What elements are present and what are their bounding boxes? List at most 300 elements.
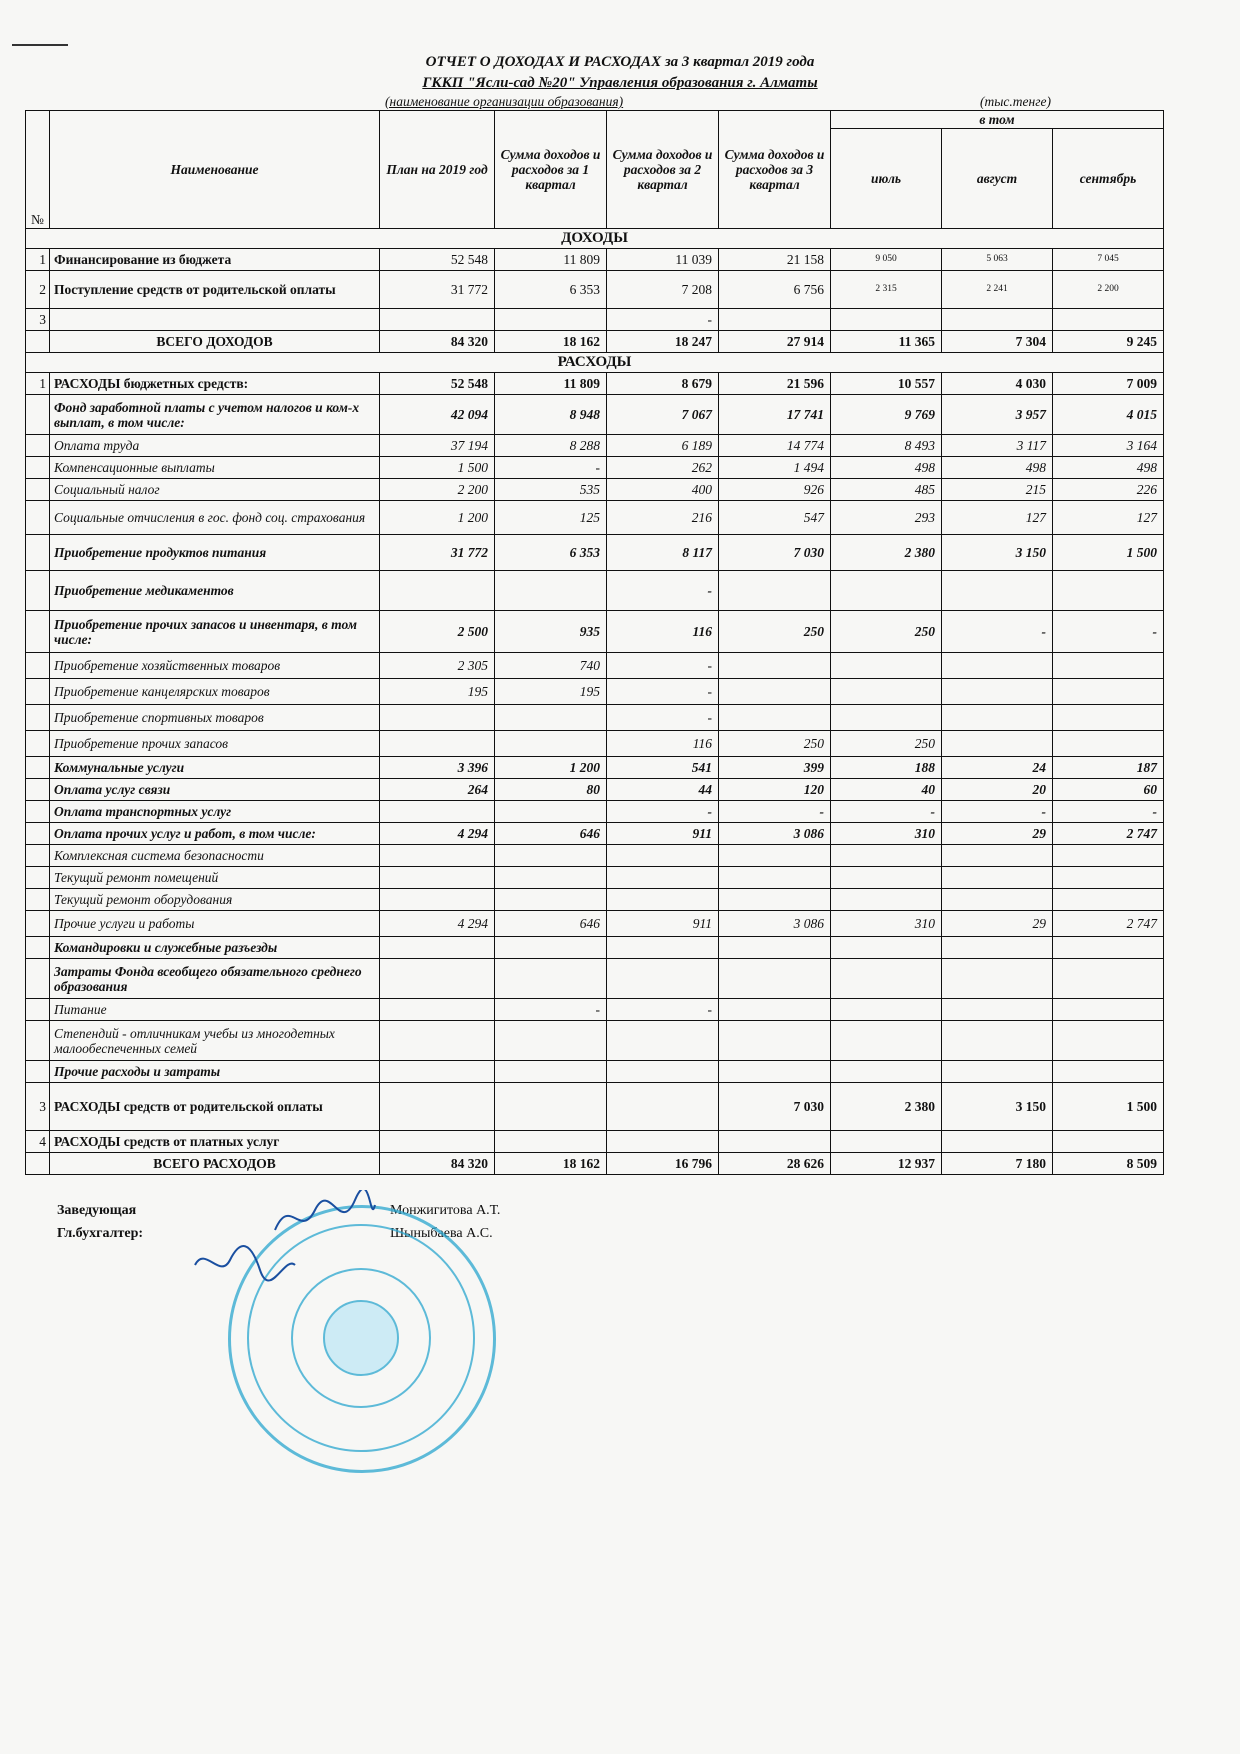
row-number: 1 [26, 249, 50, 271]
row-name: Степендий - отличникам учебы из многодетных малообеспеченных семей [50, 1021, 380, 1061]
cell-q2: 7 208 [607, 271, 719, 309]
cell-sep: 1 500 [1053, 1083, 1164, 1131]
col-q3: Сумма доходов и расходов за 3 квартал [719, 111, 831, 229]
cell-plan [380, 1061, 495, 1083]
cell-q1 [495, 845, 607, 867]
table-row [26, 911, 1164, 937]
row-name: Социальные отчисления в гос. фонд соц. страхования [50, 501, 380, 535]
col-no: № [26, 111, 50, 229]
row-name: Оплата прочих услуг и работ, в том числе: [50, 823, 380, 845]
accountant-name: Шыныбаева А.С. [390, 1226, 493, 1241]
table-row [26, 1021, 1164, 1061]
row-number: 3 [26, 1083, 50, 1131]
row-name: Компенсационные выплаты [50, 457, 380, 479]
cell-q3: 250 [719, 611, 831, 653]
cell-q1: 535 [495, 479, 607, 501]
row-name: Оплата транспортных услуг [50, 801, 380, 823]
cell-jul: 10 557 [831, 373, 942, 395]
cell-jul [831, 309, 942, 331]
cell-q3: 399 [719, 757, 831, 779]
cell-q2 [607, 1131, 719, 1153]
table-row [26, 1061, 1164, 1083]
cell-q3 [719, 653, 831, 679]
cell-q1: 125 [495, 501, 607, 535]
cell-aug [942, 889, 1053, 911]
cell-aug: 127 [942, 501, 1053, 535]
cell-aug [942, 679, 1053, 705]
cell-aug: 24 [942, 757, 1053, 779]
cell-q2: 400 [607, 479, 719, 501]
cell-q1: - [495, 457, 607, 479]
table-row [26, 889, 1164, 911]
row-name: Комплексная система безопасности [50, 845, 380, 867]
cell-sep [1053, 867, 1164, 889]
row-number: 3 [26, 309, 50, 331]
cell-aug: 3 957 [942, 395, 1053, 435]
cell-q3: 14 774 [719, 435, 831, 457]
cell-q1 [495, 1131, 607, 1153]
cell-q2: 8 679 [607, 373, 719, 395]
cell-aug: 4 030 [942, 373, 1053, 395]
section-income: ДОХОДЫ [26, 229, 1164, 249]
cell-q1: 1 200 [495, 757, 607, 779]
corner-mark [12, 44, 68, 46]
row-number [26, 395, 50, 435]
row-number [26, 757, 50, 779]
row-name: Оплата услуг связи [50, 779, 380, 801]
cell-q2: - [607, 801, 719, 823]
cell-q2: - [607, 653, 719, 679]
cell-jul: 485 [831, 479, 942, 501]
cell-plan: 37 194 [380, 435, 495, 457]
row-number [26, 911, 50, 937]
cell-aug: 29 [942, 911, 1053, 937]
cell-q1 [495, 889, 607, 911]
row-number [26, 999, 50, 1021]
cell-sep [1053, 679, 1164, 705]
cell-q2: 8 117 [607, 535, 719, 571]
cell-q1: 6 353 [495, 271, 607, 309]
row-name: РАСХОДЫ средств от платных услуг [50, 1131, 380, 1153]
table-row [26, 501, 1164, 535]
cell-aug [942, 309, 1053, 331]
cell-jul: 310 [831, 911, 942, 937]
table-row [26, 867, 1164, 889]
cell-jul: 188 [831, 757, 942, 779]
cell-plan [380, 937, 495, 959]
cell-sep: 7 045 [1053, 249, 1164, 271]
cell-aug [942, 1131, 1053, 1153]
cell-plan: 2 500 [380, 611, 495, 653]
cell-sep: 2 200 [1053, 271, 1164, 309]
cell-q2 [607, 1061, 719, 1083]
cell-jul: 9 769 [831, 395, 942, 435]
cell-q3 [719, 867, 831, 889]
cell-jul: 310 [831, 823, 942, 845]
cell-plan [380, 845, 495, 867]
cell-plan: 42 094 [380, 395, 495, 435]
cell-jul [831, 679, 942, 705]
cell-jul [831, 959, 942, 999]
cell-jul [831, 867, 942, 889]
cell-q1 [495, 705, 607, 731]
cell-q2 [607, 867, 719, 889]
row-number [26, 331, 50, 353]
row-name: Приобретение прочих запасов [50, 731, 380, 757]
cell-aug [942, 867, 1053, 889]
cell-sep: 2 747 [1053, 911, 1164, 937]
table-row [26, 679, 1164, 705]
cell-q1 [495, 959, 607, 999]
row-name: ВСЕГО РАСХОДОВ [50, 1153, 380, 1175]
cell-jul: 2 380 [831, 1083, 942, 1131]
cell-q1: 646 [495, 911, 607, 937]
row-number [26, 1061, 50, 1083]
cell-plan [380, 731, 495, 757]
row-name: Питание [50, 999, 380, 1021]
cell-sep: 7 009 [1053, 373, 1164, 395]
table-row [26, 571, 1164, 611]
row-number [26, 479, 50, 501]
table-row [26, 731, 1164, 757]
table-row [26, 801, 1164, 823]
cell-q2: 541 [607, 757, 719, 779]
cell-q2: 6 189 [607, 435, 719, 457]
cell-aug [942, 999, 1053, 1021]
cell-q3 [719, 1131, 831, 1153]
cell-plan: 31 772 [380, 535, 495, 571]
cell-jul [831, 1131, 942, 1153]
cell-q2 [607, 959, 719, 999]
cell-sep [1053, 309, 1164, 331]
col-jul: июль [831, 129, 942, 229]
table-row [26, 1131, 1164, 1153]
cell-sep [1053, 999, 1164, 1021]
cell-q1 [495, 1021, 607, 1061]
row-name: Приобретение спортивных товаров [50, 705, 380, 731]
cell-jul [831, 845, 942, 867]
cell-q1 [495, 937, 607, 959]
cell-q2 [607, 889, 719, 911]
cell-q3: 21 596 [719, 373, 831, 395]
row-number [26, 705, 50, 731]
emblem-icon [323, 1300, 399, 1376]
report-title: ОТЧЕТ О ДОХОДАХ И РАСХОДАХ за 3 квартал 2019 года [425, 54, 815, 70]
cell-sep: 187 [1053, 757, 1164, 779]
cell-q3 [719, 845, 831, 867]
cell-sep: 3 164 [1053, 435, 1164, 457]
cell-q1 [495, 1083, 607, 1131]
row-number: 4 [26, 1131, 50, 1153]
organization-caption: (наименование организации образования) [385, 94, 624, 109]
cell-aug: 7 304 [942, 331, 1053, 353]
cell-plan: 31 772 [380, 271, 495, 309]
head-label: Заведующая [57, 1203, 137, 1218]
cell-q3 [719, 959, 831, 999]
cell-jul [831, 1061, 942, 1083]
col-q2: Сумма доходов и расходов за 2 квартал [607, 111, 719, 229]
cell-q3 [719, 705, 831, 731]
cell-q2: 911 [607, 823, 719, 845]
cell-sep: 4 015 [1053, 395, 1164, 435]
signature-accountant [190, 1235, 300, 1295]
cell-jul: 2 315 [831, 271, 942, 309]
cell-plan [380, 571, 495, 611]
cell-sep: - [1053, 611, 1164, 653]
table-row [26, 999, 1164, 1021]
organization-name: ГККП "Ясли-сад №20" Управления образования г. Алматы [422, 75, 818, 91]
accountant-label: Гл.бухгалтер: [57, 1226, 144, 1241]
cell-aug [942, 937, 1053, 959]
cell-q2: 11 039 [607, 249, 719, 271]
cell-aug [942, 959, 1053, 999]
cell-q2: - [607, 679, 719, 705]
cell-aug [942, 705, 1053, 731]
row-number [26, 535, 50, 571]
report-table [25, 110, 1164, 1175]
cell-q2: 18 247 [607, 331, 719, 353]
cell-aug [942, 845, 1053, 867]
cell-q3: 3 086 [719, 823, 831, 845]
cell-q1: 11 809 [495, 373, 607, 395]
cell-plan [380, 705, 495, 731]
table-row [26, 395, 1164, 435]
head-name: Монжигитова А.Т. [390, 1203, 501, 1218]
cell-plan: 195 [380, 679, 495, 705]
row-name: Коммунальные услуги [50, 757, 380, 779]
cell-aug [942, 1021, 1053, 1061]
row-name: Прочие расходы и затраты [50, 1061, 380, 1083]
cell-q2 [607, 845, 719, 867]
cell-jul: 40 [831, 779, 942, 801]
cell-plan [380, 959, 495, 999]
cell-plan [380, 1131, 495, 1153]
row-name: Затраты Фонда всеобщего обязательного среднего образования [50, 959, 380, 999]
row-number: 1 [26, 373, 50, 395]
cell-q3 [719, 937, 831, 959]
row-number [26, 457, 50, 479]
row-name: РАСХОДЫ бюджетных средств: [50, 373, 380, 395]
cell-jul: 11 365 [831, 331, 942, 353]
cell-sep [1053, 1131, 1164, 1153]
row-number [26, 679, 50, 705]
cell-plan: 264 [380, 779, 495, 801]
cell-plan [380, 801, 495, 823]
cell-aug: 3 117 [942, 435, 1053, 457]
row-number [26, 801, 50, 823]
cell-q2: - [607, 309, 719, 331]
cell-sep: 1 500 [1053, 535, 1164, 571]
cell-aug [942, 1061, 1053, 1083]
cell-aug: 29 [942, 823, 1053, 845]
table-row [26, 937, 1164, 959]
row-number [26, 731, 50, 757]
cell-sep [1053, 1021, 1164, 1061]
col-aug: август [942, 129, 1053, 229]
cell-aug [942, 571, 1053, 611]
cell-sep [1053, 959, 1164, 999]
cell-plan: 1 200 [380, 501, 495, 535]
cell-q1: 80 [495, 779, 607, 801]
cell-sep [1053, 937, 1164, 959]
table-row [26, 479, 1164, 501]
cell-sep: 2 747 [1053, 823, 1164, 845]
cell-q3 [719, 571, 831, 611]
cell-q1 [495, 867, 607, 889]
cell-sep [1053, 571, 1164, 611]
row-number [26, 1153, 50, 1175]
cell-sep: 127 [1053, 501, 1164, 535]
row-number [26, 611, 50, 653]
cell-plan: 3 396 [380, 757, 495, 779]
cell-jul: 9 050 [831, 249, 942, 271]
cell-q2: 44 [607, 779, 719, 801]
unit-label: (тыс.тенге) [980, 94, 1051, 109]
table-row [26, 779, 1164, 801]
cell-q1: 935 [495, 611, 607, 653]
cell-plan [380, 999, 495, 1021]
cell-q1 [495, 731, 607, 757]
table-row [26, 435, 1164, 457]
col-name: Наименование [50, 111, 380, 229]
cell-aug: 5 063 [942, 249, 1053, 271]
cell-sep: - [1053, 801, 1164, 823]
cell-q1 [495, 1061, 607, 1083]
row-number [26, 653, 50, 679]
cell-plan [380, 889, 495, 911]
cell-jul: 498 [831, 457, 942, 479]
row-name: РАСХОДЫ средств от родительской оплаты [50, 1083, 380, 1131]
cell-jul [831, 571, 942, 611]
cell-jul [831, 653, 942, 679]
table-row [26, 1153, 1164, 1175]
cell-q2 [607, 1021, 719, 1061]
cell-jul: 250 [831, 611, 942, 653]
cell-jul: 2 380 [831, 535, 942, 571]
cell-q3: 17 741 [719, 395, 831, 435]
cell-q2: 116 [607, 731, 719, 757]
cell-q1: 11 809 [495, 249, 607, 271]
cell-q3 [719, 679, 831, 705]
table-row [26, 705, 1164, 731]
cell-q1 [495, 309, 607, 331]
cell-aug [942, 653, 1053, 679]
cell-q1: 8 288 [495, 435, 607, 457]
cell-plan [380, 867, 495, 889]
row-name: Текущий ремонт оборудования [50, 889, 380, 911]
cell-q1: 646 [495, 823, 607, 845]
cell-sep: 498 [1053, 457, 1164, 479]
cell-q2 [607, 1083, 719, 1131]
cell-plan: 4 294 [380, 911, 495, 937]
cell-q3: 250 [719, 731, 831, 757]
cell-sep [1053, 705, 1164, 731]
row-name: Приобретение канцелярских товаров [50, 679, 380, 705]
cell-sep [1053, 845, 1164, 867]
table-row [26, 959, 1164, 999]
cell-q2: 262 [607, 457, 719, 479]
table-row [26, 271, 1164, 309]
cell-plan: 4 294 [380, 823, 495, 845]
cell-q3 [719, 889, 831, 911]
row-number [26, 501, 50, 535]
cell-plan [380, 1021, 495, 1061]
table-row [26, 331, 1164, 353]
cell-plan: 2 305 [380, 653, 495, 679]
cell-sep [1053, 889, 1164, 911]
table-row [26, 309, 1164, 331]
col-sep: сентябрь [1053, 129, 1164, 229]
row-number [26, 889, 50, 911]
cell-plan: 52 548 [380, 373, 495, 395]
cell-aug: - [942, 611, 1053, 653]
cell-q3: 7 030 [719, 1083, 831, 1131]
cell-q3: - [719, 801, 831, 823]
cell-plan: 84 320 [380, 331, 495, 353]
row-name: Приобретение хозяйственных товаров [50, 653, 380, 679]
col-group: в том [831, 111, 1164, 129]
table-row [26, 249, 1164, 271]
cell-sep [1053, 731, 1164, 757]
cell-q1: 6 353 [495, 535, 607, 571]
cell-sep [1053, 653, 1164, 679]
cell-aug: 3 150 [942, 535, 1053, 571]
cell-q1: 8 948 [495, 395, 607, 435]
cell-q2: 7 067 [607, 395, 719, 435]
table-row [26, 535, 1164, 571]
cell-q3: 27 914 [719, 331, 831, 353]
row-name: ВСЕГО ДОХОДОВ [50, 331, 380, 353]
cell-q3 [719, 999, 831, 1021]
cell-sep: 226 [1053, 479, 1164, 501]
cell-q1 [495, 571, 607, 611]
cell-sep: 60 [1053, 779, 1164, 801]
cell-q2: 16 796 [607, 1153, 719, 1175]
row-number [26, 435, 50, 457]
cell-jul: 12 937 [831, 1153, 942, 1175]
cell-jul [831, 889, 942, 911]
cell-q3 [719, 1021, 831, 1061]
cell-aug [942, 731, 1053, 757]
cell-q2: - [607, 571, 719, 611]
cell-jul: - [831, 801, 942, 823]
row-number [26, 779, 50, 801]
cell-q1: - [495, 999, 607, 1021]
cell-aug: 215 [942, 479, 1053, 501]
row-name: Поступление средств от родительской оплаты [50, 271, 380, 309]
row-number [26, 1021, 50, 1061]
cell-jul: 8 493 [831, 435, 942, 457]
cell-q3: 3 086 [719, 911, 831, 937]
row-number: 2 [26, 271, 50, 309]
cell-sep: 8 509 [1053, 1153, 1164, 1175]
cell-q2: 116 [607, 611, 719, 653]
row-name [50, 309, 380, 331]
cell-aug: - [942, 801, 1053, 823]
cell-jul [831, 937, 942, 959]
table-row [26, 757, 1164, 779]
cell-jul: 293 [831, 501, 942, 535]
cell-q3 [719, 1061, 831, 1083]
cell-q3: 120 [719, 779, 831, 801]
cell-q2: - [607, 999, 719, 1021]
cell-plan [380, 309, 495, 331]
cell-q3: 21 158 [719, 249, 831, 271]
cell-sep: 9 245 [1053, 331, 1164, 353]
cell-aug: 20 [942, 779, 1053, 801]
cell-aug: 2 241 [942, 271, 1053, 309]
cell-q3: 926 [719, 479, 831, 501]
